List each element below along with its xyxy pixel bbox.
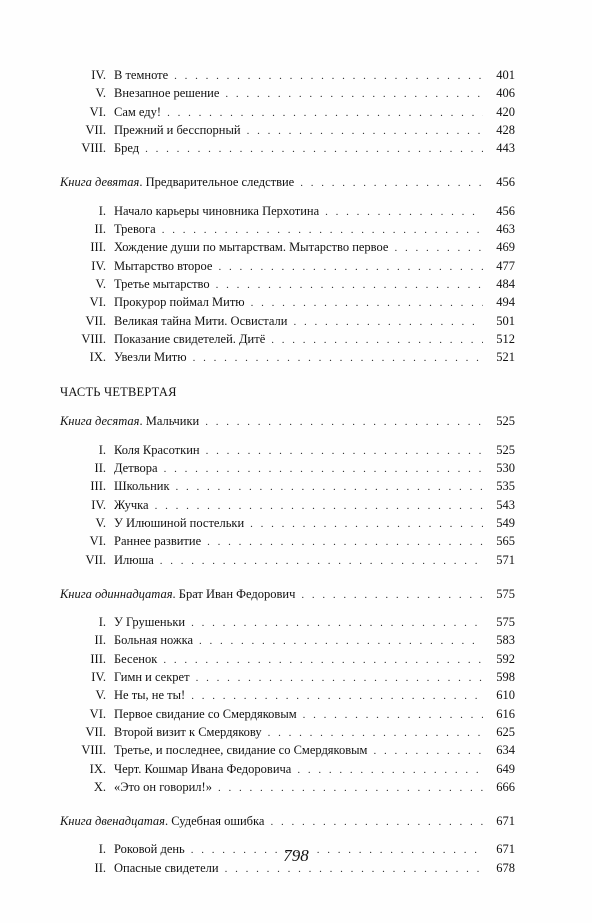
book-name: Книга одиннадцатая — [60, 586, 173, 601]
chapter-entry — [60, 103, 515, 121]
chapter-title: Хождение души по мытарствам. Мытарство первое — [114, 240, 389, 255]
chapter-title: Опасные свидетели — [114, 860, 219, 875]
spacer — [60, 796, 515, 812]
chapter-entry — [60, 220, 515, 238]
chapter-title: Прежний и бесспорный — [114, 122, 241, 137]
dot-leader — [155, 497, 483, 515]
dot-leader — [174, 67, 483, 85]
chapter-title: Черт. Кошмар Ивана Федоровича — [114, 761, 292, 776]
chapter-page-number: 401 — [496, 68, 515, 82]
chapter-page-number: 671 — [496, 842, 515, 857]
chapter-number: IV. — [91, 670, 106, 685]
dot-leader — [297, 761, 483, 779]
chapter-title: Первое свидание со Смердяковым — [114, 706, 297, 721]
chapter-entry — [60, 139, 515, 157]
book-subtitle: Брат Иван Федорович — [178, 586, 296, 601]
dot-leader — [247, 122, 483, 140]
chapter-number: V. — [95, 276, 106, 291]
book-subtitle: Мальчики — [145, 414, 200, 429]
dot-leader — [191, 687, 483, 705]
chapter-entry — [60, 778, 515, 796]
chapter-title: Третье мытарство — [114, 276, 210, 291]
chapter-number: VII. — [85, 122, 106, 137]
chapter-page-number: 610 — [496, 688, 515, 703]
chapter-title: Мытарство второе — [114, 258, 213, 273]
book-subtitle: Судебная ошибка — [171, 814, 265, 829]
chapter-number: I. — [98, 442, 106, 457]
chapter-entry — [60, 613, 515, 631]
book-entry — [60, 173, 515, 191]
book-title — [60, 812, 270, 830]
chapter-number: V. — [95, 86, 106, 101]
spacer — [60, 569, 515, 585]
chapter-number: III. — [90, 240, 106, 255]
chapter-page-number: 494 — [496, 295, 515, 310]
dot-leader — [251, 294, 483, 312]
book-title — [60, 585, 301, 603]
chapter-number: II. — [94, 860, 106, 875]
chapter-entry — [60, 551, 515, 569]
spacer — [60, 157, 515, 173]
chapter-entry — [60, 723, 515, 741]
chapter-page-number: 565 — [496, 534, 515, 549]
chapter-page-number: 625 — [496, 724, 515, 739]
chapter-entry — [60, 238, 515, 256]
chapter-number: VII. — [85, 724, 106, 739]
chapter-title: «Это он говорил!» — [114, 779, 212, 794]
chapter-title: Увезли Митю — [114, 350, 187, 365]
chapter-entry — [60, 84, 515, 102]
dot-leader — [145, 140, 483, 158]
chapter-page-number: 592 — [496, 651, 515, 666]
part-heading: ЧАСТЬ ЧЕТВЕРТАЯ — [60, 385, 177, 400]
chapter-number: X. — [93, 779, 106, 794]
chapter-title: Бред — [114, 141, 140, 156]
dot-leader — [206, 442, 483, 460]
chapter-title: У Грушеньки — [114, 615, 186, 630]
book-separator: . — [164, 814, 172, 829]
book-separator: . — [139, 414, 146, 429]
chapter-entry — [60, 330, 515, 348]
chapter-page-number: 575 — [496, 615, 515, 630]
chapter-page-number: 512 — [496, 331, 515, 346]
dot-leader — [271, 331, 483, 349]
dot-leader — [303, 706, 483, 724]
chapter-title: В темноте — [114, 68, 169, 82]
dot-leader — [218, 258, 483, 276]
chapter-number: IX. — [89, 761, 106, 776]
chapter-page-number: 456 — [496, 203, 515, 218]
dot-leader — [270, 813, 483, 831]
chapter-entry — [60, 312, 515, 330]
dot-leader — [250, 515, 483, 533]
dot-leader — [293, 313, 483, 331]
book-separator: . — [172, 586, 179, 601]
book-name: Книга двенадцатая — [60, 814, 165, 829]
book-title — [60, 412, 205, 430]
dot-leader — [300, 174, 483, 192]
chapter-entry — [60, 459, 515, 477]
chapter-page-number: 484 — [496, 276, 515, 291]
dot-leader — [218, 779, 483, 797]
chapter-page-number: 535 — [496, 479, 515, 494]
book-entry — [60, 812, 515, 830]
dot-leader — [216, 276, 483, 294]
chapter-entry — [60, 121, 515, 139]
chapter-number: V. — [95, 515, 106, 530]
book-page-number: 671 — [496, 814, 515, 829]
chapter-title: Детвора — [114, 461, 158, 476]
chapter-number: VI. — [89, 706, 106, 721]
dot-leader — [191, 614, 483, 632]
dot-leader — [196, 669, 483, 687]
chapter-title: Прокурор поймал Митю — [114, 295, 245, 310]
chapter-entry — [60, 477, 515, 495]
chapter-page-number: 428 — [496, 122, 515, 137]
chapter-entry — [60, 441, 515, 459]
chapter-entry — [60, 202, 515, 220]
chapter-title: Тревога — [114, 222, 156, 237]
chapter-number: II. — [94, 633, 106, 648]
chapter-page-number: 543 — [496, 497, 515, 512]
spacer — [60, 192, 515, 202]
chapter-number: I. — [98, 615, 106, 630]
chapter-number: VI. — [89, 295, 106, 310]
chapter-number: VII. — [85, 552, 106, 567]
book-page-number: 575 — [496, 586, 515, 601]
chapter-page-number: 678 — [496, 860, 515, 875]
spacer — [60, 830, 515, 840]
book-page-number: 525 — [496, 414, 515, 429]
chapter-title: Великая тайна Мити. Освистали — [114, 313, 288, 328]
chapter-number: IV. — [91, 68, 106, 82]
chapter-title: Начало карьеры чиновника Перхотина — [114, 203, 320, 218]
chapter-title: Больная ножка — [114, 633, 194, 648]
chapter-entry — [60, 686, 515, 704]
chapter-entry — [60, 741, 515, 759]
chapter-page-number: 406 — [496, 86, 515, 101]
chapter-title: Илюша — [114, 552, 154, 567]
chapter-page-number: 616 — [496, 706, 515, 721]
dot-leader — [301, 586, 483, 604]
chapter-title: Раннее развитие — [114, 534, 202, 549]
chapter-number: VII. — [85, 313, 106, 328]
dot-leader — [199, 632, 483, 650]
dot-leader — [205, 413, 483, 431]
book-separator: . — [139, 175, 146, 190]
dot-leader — [167, 104, 483, 122]
book-page-number: 456 — [496, 175, 515, 190]
dot-leader — [225, 85, 483, 103]
dot-leader — [373, 742, 483, 760]
chapter-number: VI. — [89, 534, 106, 549]
chapter-title: Второй визит к Смердякову — [114, 724, 262, 739]
chapter-number: III. — [90, 479, 106, 494]
chapter-page-number: 477 — [496, 258, 515, 273]
chapter-entry — [60, 514, 515, 532]
chapter-page-number: 501 — [496, 313, 515, 328]
chapter-title: Бесенок — [114, 651, 158, 666]
chapter-page-number: 598 — [496, 670, 515, 685]
chapter-entry — [60, 66, 515, 84]
chapter-entry — [60, 496, 515, 514]
dot-leader — [207, 533, 483, 551]
chapter-entry — [60, 532, 515, 550]
chapter-entry — [60, 275, 515, 293]
chapter-number: II. — [94, 222, 106, 237]
chapter-page-number: 469 — [496, 240, 515, 255]
spacer — [60, 431, 515, 441]
chapter-title: Коля Красоткин — [114, 442, 200, 457]
chapter-page-number: 420 — [496, 104, 515, 119]
dot-leader — [325, 203, 483, 221]
chapter-number: VIII. — [81, 331, 106, 346]
chapter-title: Гимн и секрет — [114, 670, 190, 685]
chapter-page-number: 443 — [496, 141, 515, 156]
chapter-number: VIII. — [81, 743, 106, 758]
chapter-number: II. — [94, 461, 106, 476]
chapter-entry — [60, 650, 515, 668]
chapter-number: V. — [95, 688, 106, 703]
dot-leader — [394, 239, 483, 257]
dot-leader — [193, 349, 483, 367]
chapter-page-number: 549 — [496, 515, 515, 530]
dot-leader — [160, 552, 483, 570]
chapter-page-number: 649 — [496, 761, 515, 776]
chapter-page-number: 583 — [496, 633, 515, 648]
dot-leader — [268, 724, 483, 742]
chapter-title: Сам еду! — [114, 104, 162, 119]
chapter-page-number: 666 — [496, 779, 515, 794]
chapter-page-number: 521 — [496, 350, 515, 365]
chapter-title: Роковой день — [114, 842, 185, 857]
chapter-title: У Илюшиной постельки — [114, 515, 245, 530]
chapter-number: III. — [90, 651, 106, 666]
chapter-number: I. — [98, 842, 106, 857]
book-entry — [60, 412, 515, 430]
chapter-title: Внезапное решение — [114, 86, 220, 101]
chapter-title: Показание свидетелей. Дитё — [114, 331, 266, 346]
dot-leader — [164, 460, 483, 478]
book-subtitle: Предварительное следствие — [145, 175, 295, 190]
chapter-entry — [60, 760, 515, 778]
chapter-number: VI. — [89, 104, 106, 119]
chapter-number: IX. — [89, 350, 106, 365]
chapter-number: VIII. — [81, 141, 106, 156]
dot-leader — [163, 651, 483, 669]
chapter-page-number: 525 — [496, 442, 515, 457]
chapter-entry — [60, 631, 515, 649]
chapter-page-number: 571 — [496, 552, 515, 567]
book-name: Книга девятая — [60, 175, 140, 190]
chapter-entry — [60, 293, 515, 311]
book-title — [60, 173, 300, 191]
dot-leader — [176, 478, 483, 496]
page-number: 798 — [283, 846, 309, 865]
chapter-title: Жучка — [114, 497, 149, 512]
dot-leader — [162, 221, 483, 239]
chapter-number: IV. — [91, 258, 106, 273]
spacer — [60, 603, 515, 613]
chapter-entry — [60, 348, 515, 366]
chapter-page-number: 530 — [496, 461, 515, 476]
chapter-entry — [60, 668, 515, 686]
chapter-entry — [60, 705, 515, 723]
chapter-entry — [60, 257, 515, 275]
book-name: Книга десятая — [60, 414, 140, 429]
chapter-page-number: 463 — [496, 222, 515, 237]
table-of-contents — [60, 66, 515, 877]
chapter-number: I. — [98, 203, 106, 218]
chapter-number: IV. — [91, 497, 106, 512]
chapter-title: Третье, и последнее, свидание со Смердяковым — [114, 743, 368, 758]
chapter-page-number: 634 — [496, 743, 515, 758]
chapter-title: Школьник — [114, 479, 170, 494]
book-entry — [60, 585, 515, 603]
chapter-title: Не ты, не ты! — [114, 688, 186, 703]
spacer — [60, 366, 515, 382]
spacer — [60, 402, 515, 412]
